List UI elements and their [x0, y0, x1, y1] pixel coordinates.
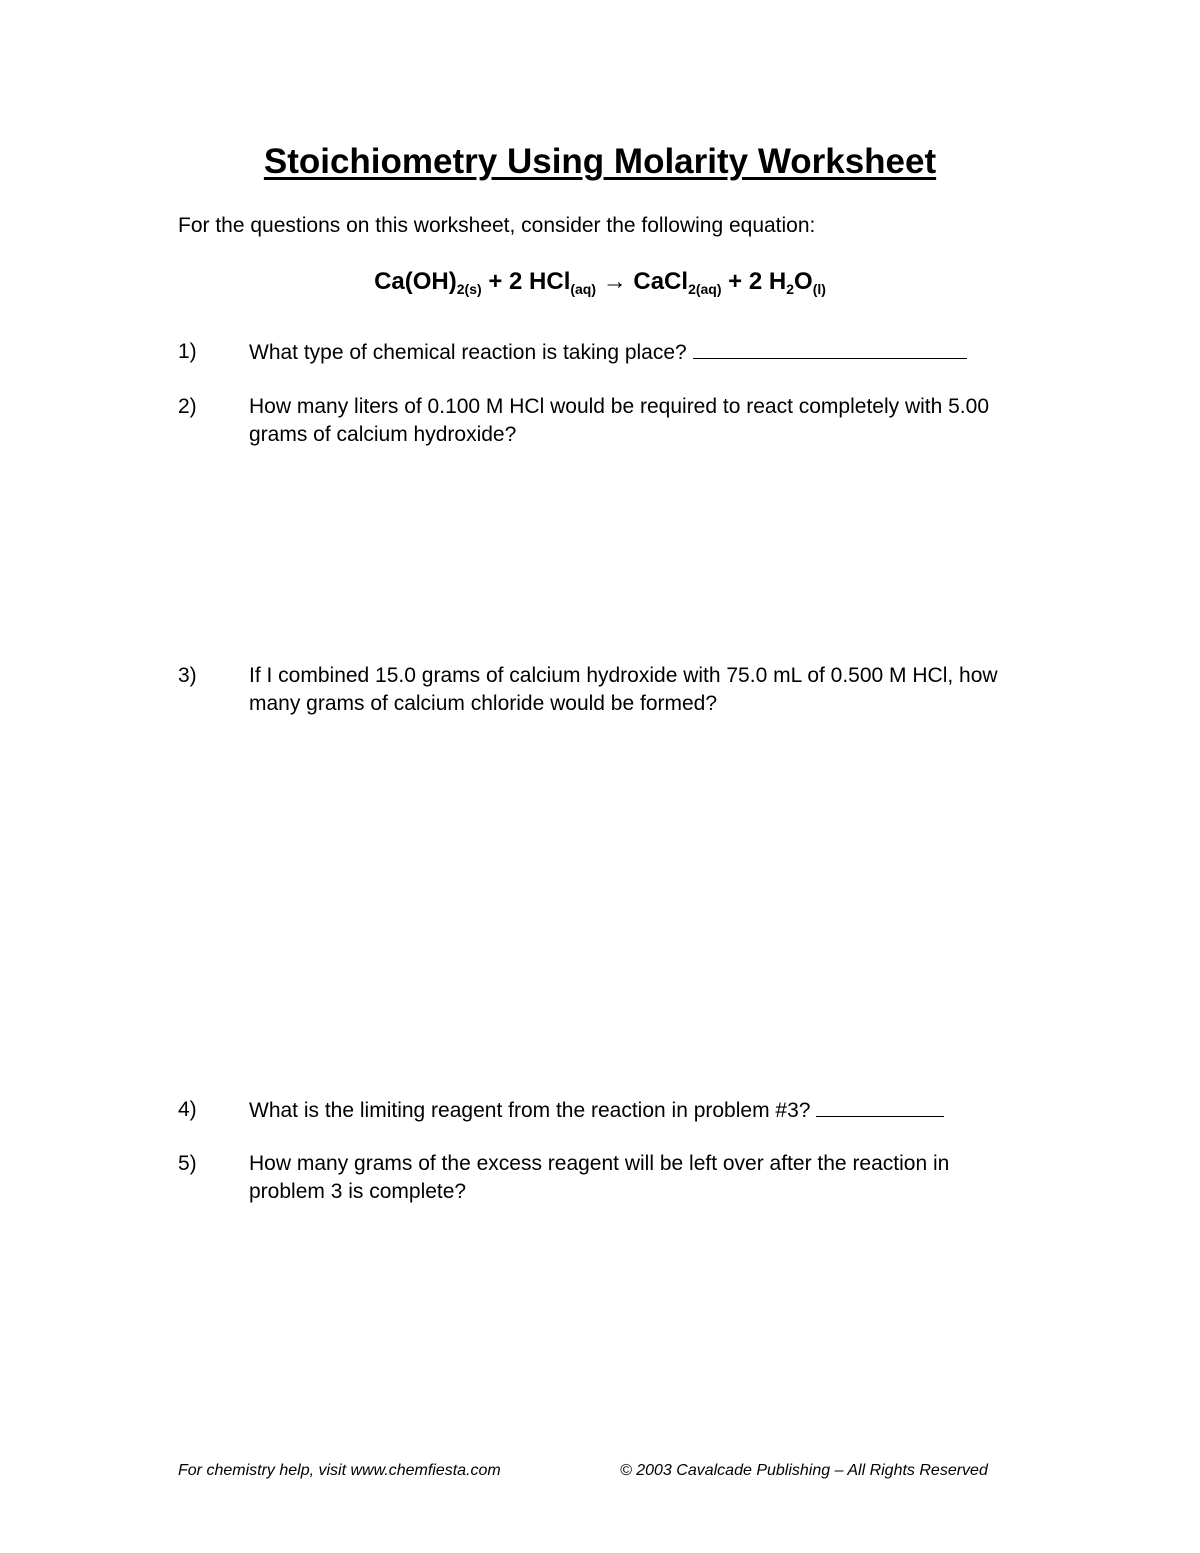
question-number: 1): [178, 340, 197, 363]
question-number: 2): [178, 395, 197, 418]
equation-subscript: 2: [786, 281, 795, 297]
footer-copyright: © 2003 Cavalcade Publishing – All Rights Reserved: [620, 1462, 988, 1479]
question-2: [178, 393, 1038, 449]
intro-text: For the questions on this worksheet, consider the following equation:: [178, 214, 816, 237]
question-number: 3): [178, 664, 197, 687]
equation-subscript: 2(aq): [688, 281, 722, 297]
equation-product-1: CaCl: [633, 268, 689, 295]
equation-product-2: + 2 H: [721, 268, 787, 295]
equation-arrow: →: [596, 268, 634, 295]
chemical-equation: [0, 266, 1200, 298]
equation-subscript: 2(s): [456, 281, 482, 297]
question-text: How many grams of the excess reagent will be left over after the reaction in problem 3 is complete?: [249, 1152, 950, 1203]
question-text: If I combined 15.0 grams of calcium hydroxide with 75.0 mL of 0.500 M HCl, how many grams of calcium chloride would be formed?: [249, 664, 998, 715]
answer-blank[interactable]: [693, 338, 967, 359]
question-1: [178, 338, 1038, 367]
equation-subscript: (aq): [570, 281, 597, 297]
equation-product-2-oxygen: O: [794, 268, 813, 295]
question-number: 5): [178, 1152, 197, 1175]
question-5: [178, 1150, 1038, 1206]
question-text: How many liters of 0.100 M HCl would be required to react completely with 5.00 grams of calcium hydroxide?: [249, 395, 990, 446]
question-number: 4): [178, 1098, 197, 1121]
question-3: [178, 662, 1038, 718]
page-title: Stoichiometry Using Molarity Worksheet: [263, 142, 937, 181]
answer-blank[interactable]: [816, 1096, 944, 1117]
footer-help-text: For chemistry help, visit www.chemfiesta.com: [178, 1462, 501, 1479]
question-text: What is the limiting reagent from the reaction in problem #3?: [249, 1099, 811, 1122]
question-text: What type of chemical reaction is taking place?: [249, 341, 687, 364]
question-4: [178, 1096, 1038, 1125]
equation-subscript: (l): [812, 281, 826, 297]
equation-reactant-1: Ca(OH): [374, 268, 457, 295]
equation-reactant-2: + 2 HCl: [481, 268, 571, 295]
